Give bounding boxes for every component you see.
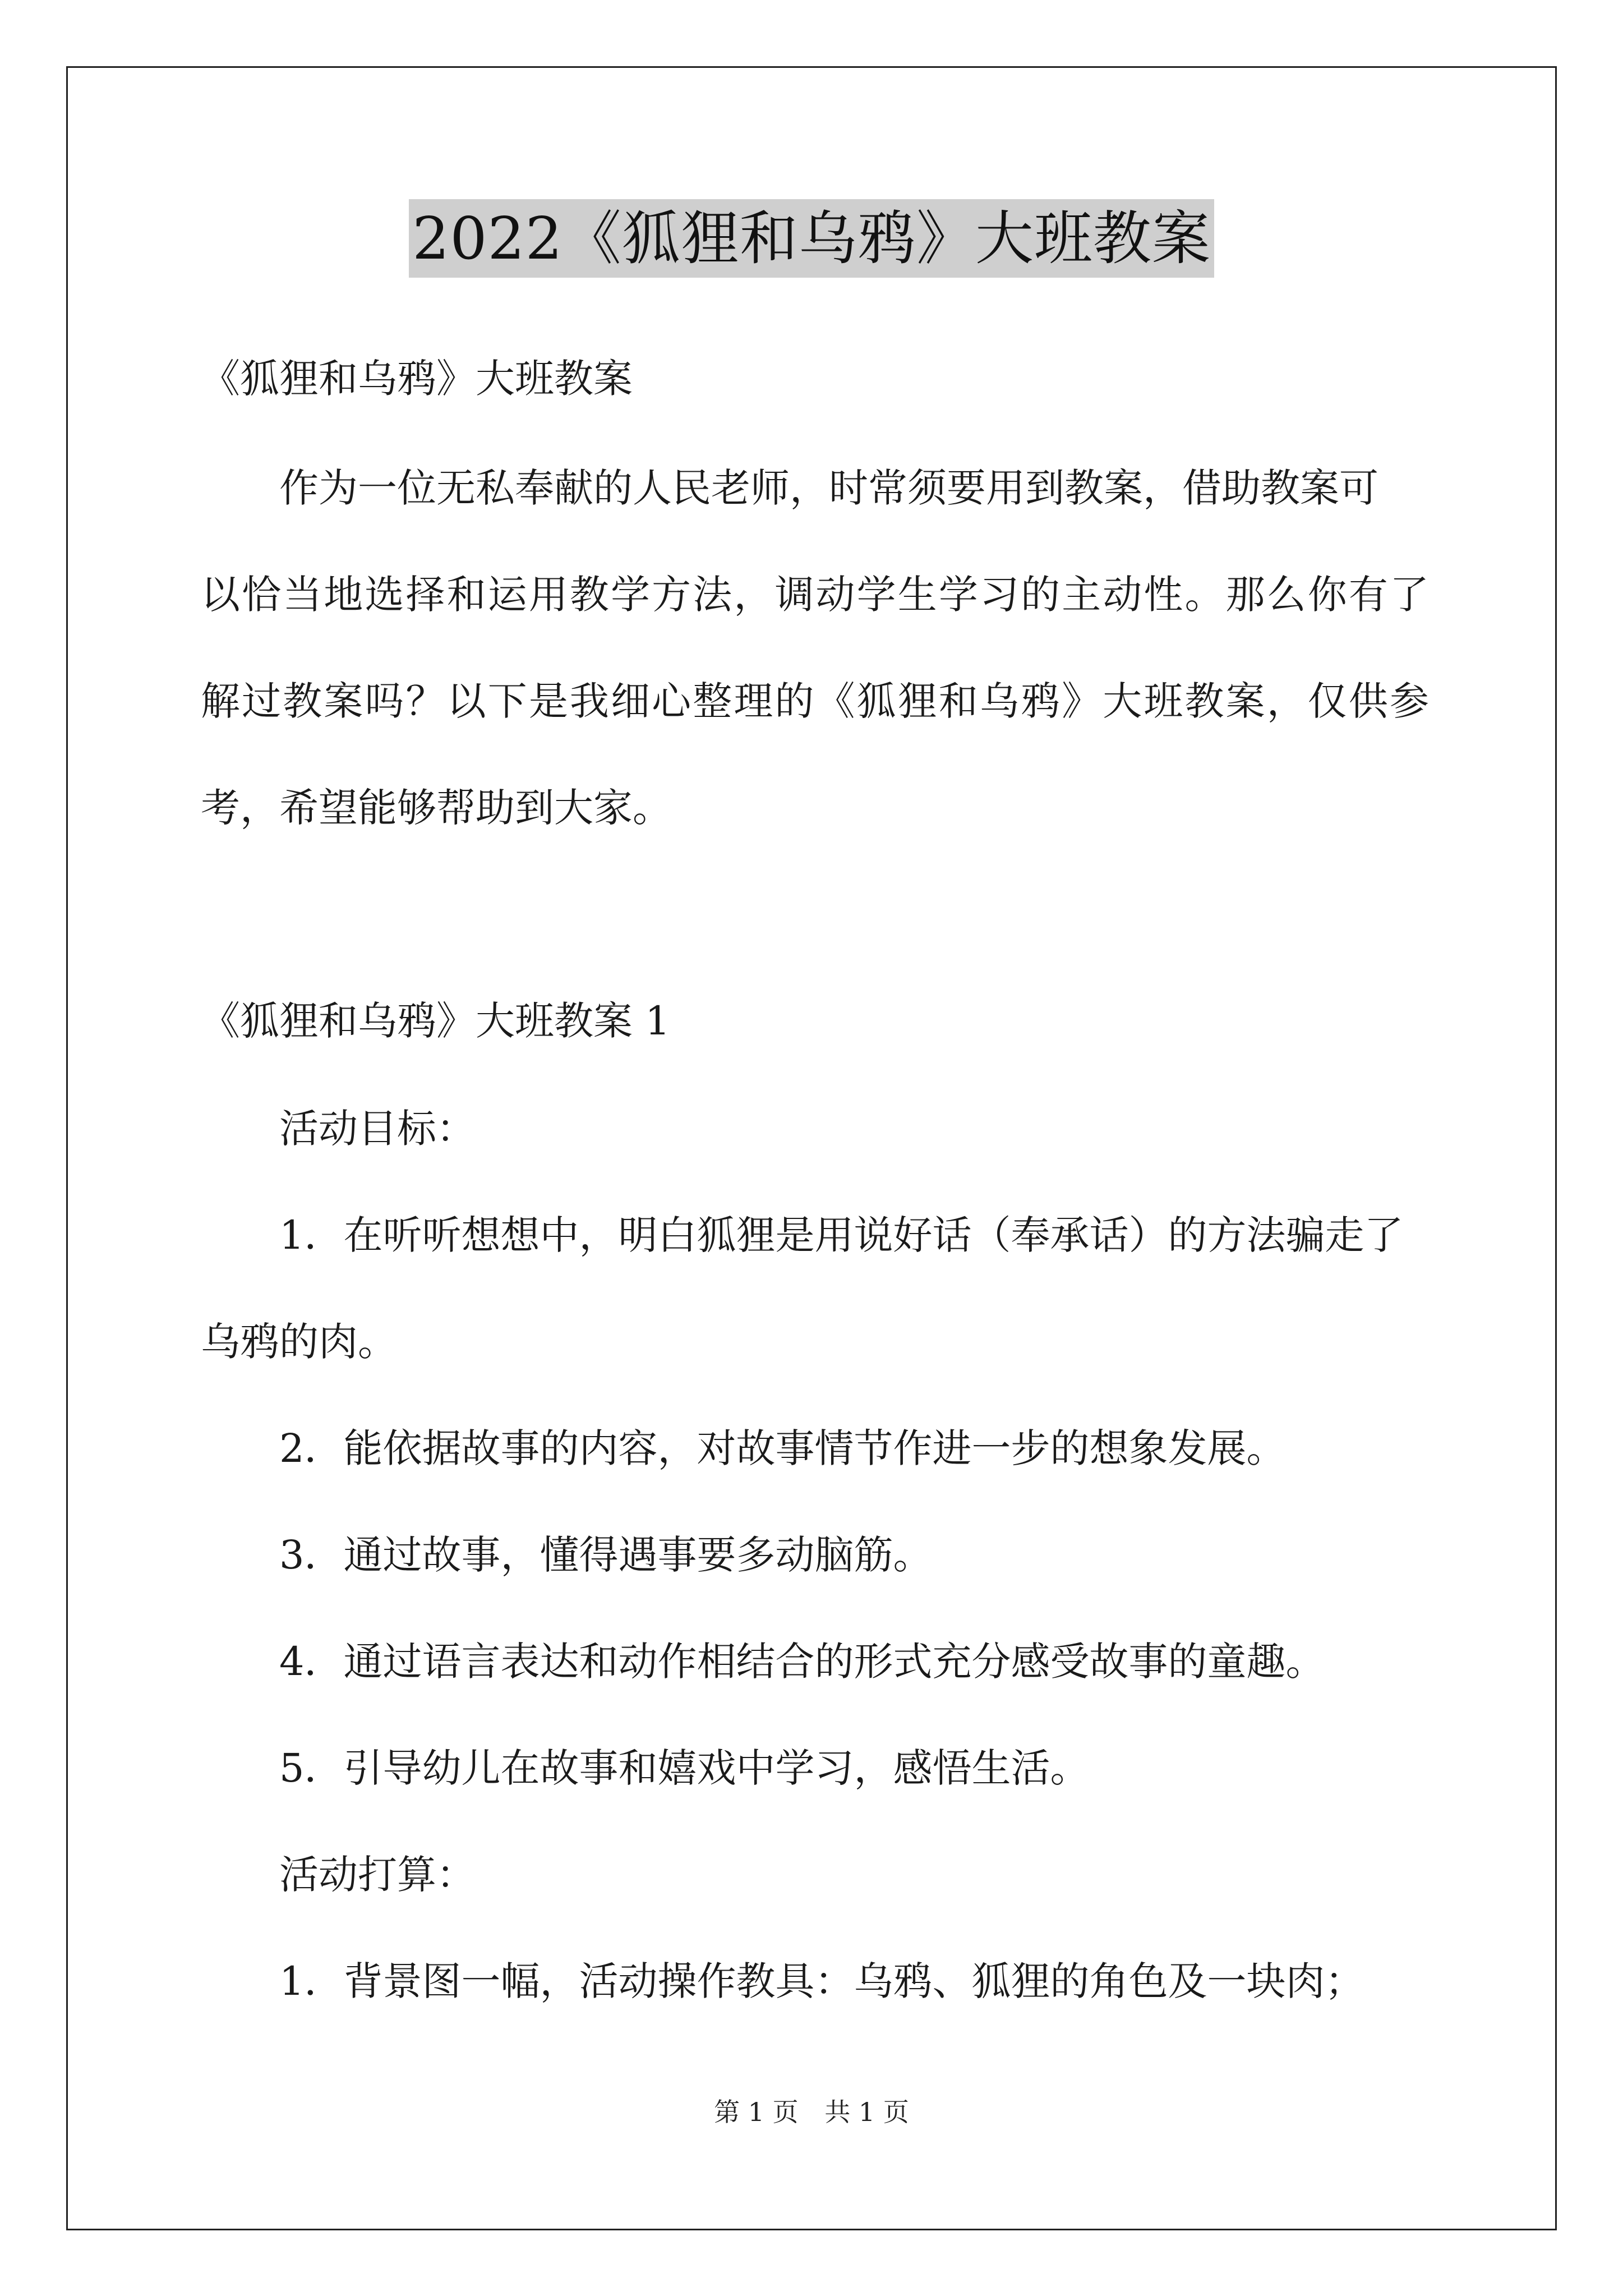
goal-4: 4．通过语言表达和动作相结合的形式充分感受故事的童趣。 <box>279 1639 1325 1685</box>
intro-paragraph-line-3: 解过教案吗？以下是我细心整理的《狐狸和乌鸦》大班教案，仅供参 <box>201 678 1429 724</box>
prep-heading: 活动打算： <box>279 1852 476 1898</box>
page-footer <box>0 2095 1623 2129</box>
goals-heading: 活动目标： <box>279 1106 476 1152</box>
document-subtitle: 《狐狸和乌鸦》大班教案 <box>201 356 633 402</box>
goal-5: 5．引导幼儿在故事和嬉戏中学习，感悟生活。 <box>279 1745 1090 1791</box>
prep-item-1: 1．背景图一幅，活动操作教具：乌鸦、狐狸的角色及一块肉； <box>279 1958 1364 2004</box>
goal-1-line-1: 1．在听听想想中，明白狐狸是用说好话（奉承话）的方法骗走了 <box>279 1212 1404 1258</box>
goal-2: 2．能依据故事的内容，对故事情节作进一步的想象发展。 <box>279 1425 1286 1471</box>
title-container <box>0 199 1623 278</box>
page-total: 共 1 页 <box>824 2097 909 2127</box>
intro-paragraph-line-1: 作为一位无私奉献的人民老师，时常须要用到教案，借助教案可 <box>279 465 1378 511</box>
intro-paragraph-line-2: 以恰当地选择和运用教学方法，调动学生学习的主动性。那么你有了 <box>201 572 1429 618</box>
goal-3: 3．通过故事，懂得遇事要多动脑筋。 <box>279 1532 933 1578</box>
goal-1-line-2: 乌鸦的肉。 <box>201 1319 397 1365</box>
document-title: 2022《狐狸和乌鸦》大班教案 <box>409 199 1214 278</box>
page-number: 第 1 页 <box>714 2097 799 2127</box>
section-heading: 《狐狸和乌鸦》大班教案 1 <box>201 998 670 1044</box>
intro-paragraph-line-4: 考，希望能够帮助到大家。 <box>201 785 672 831</box>
